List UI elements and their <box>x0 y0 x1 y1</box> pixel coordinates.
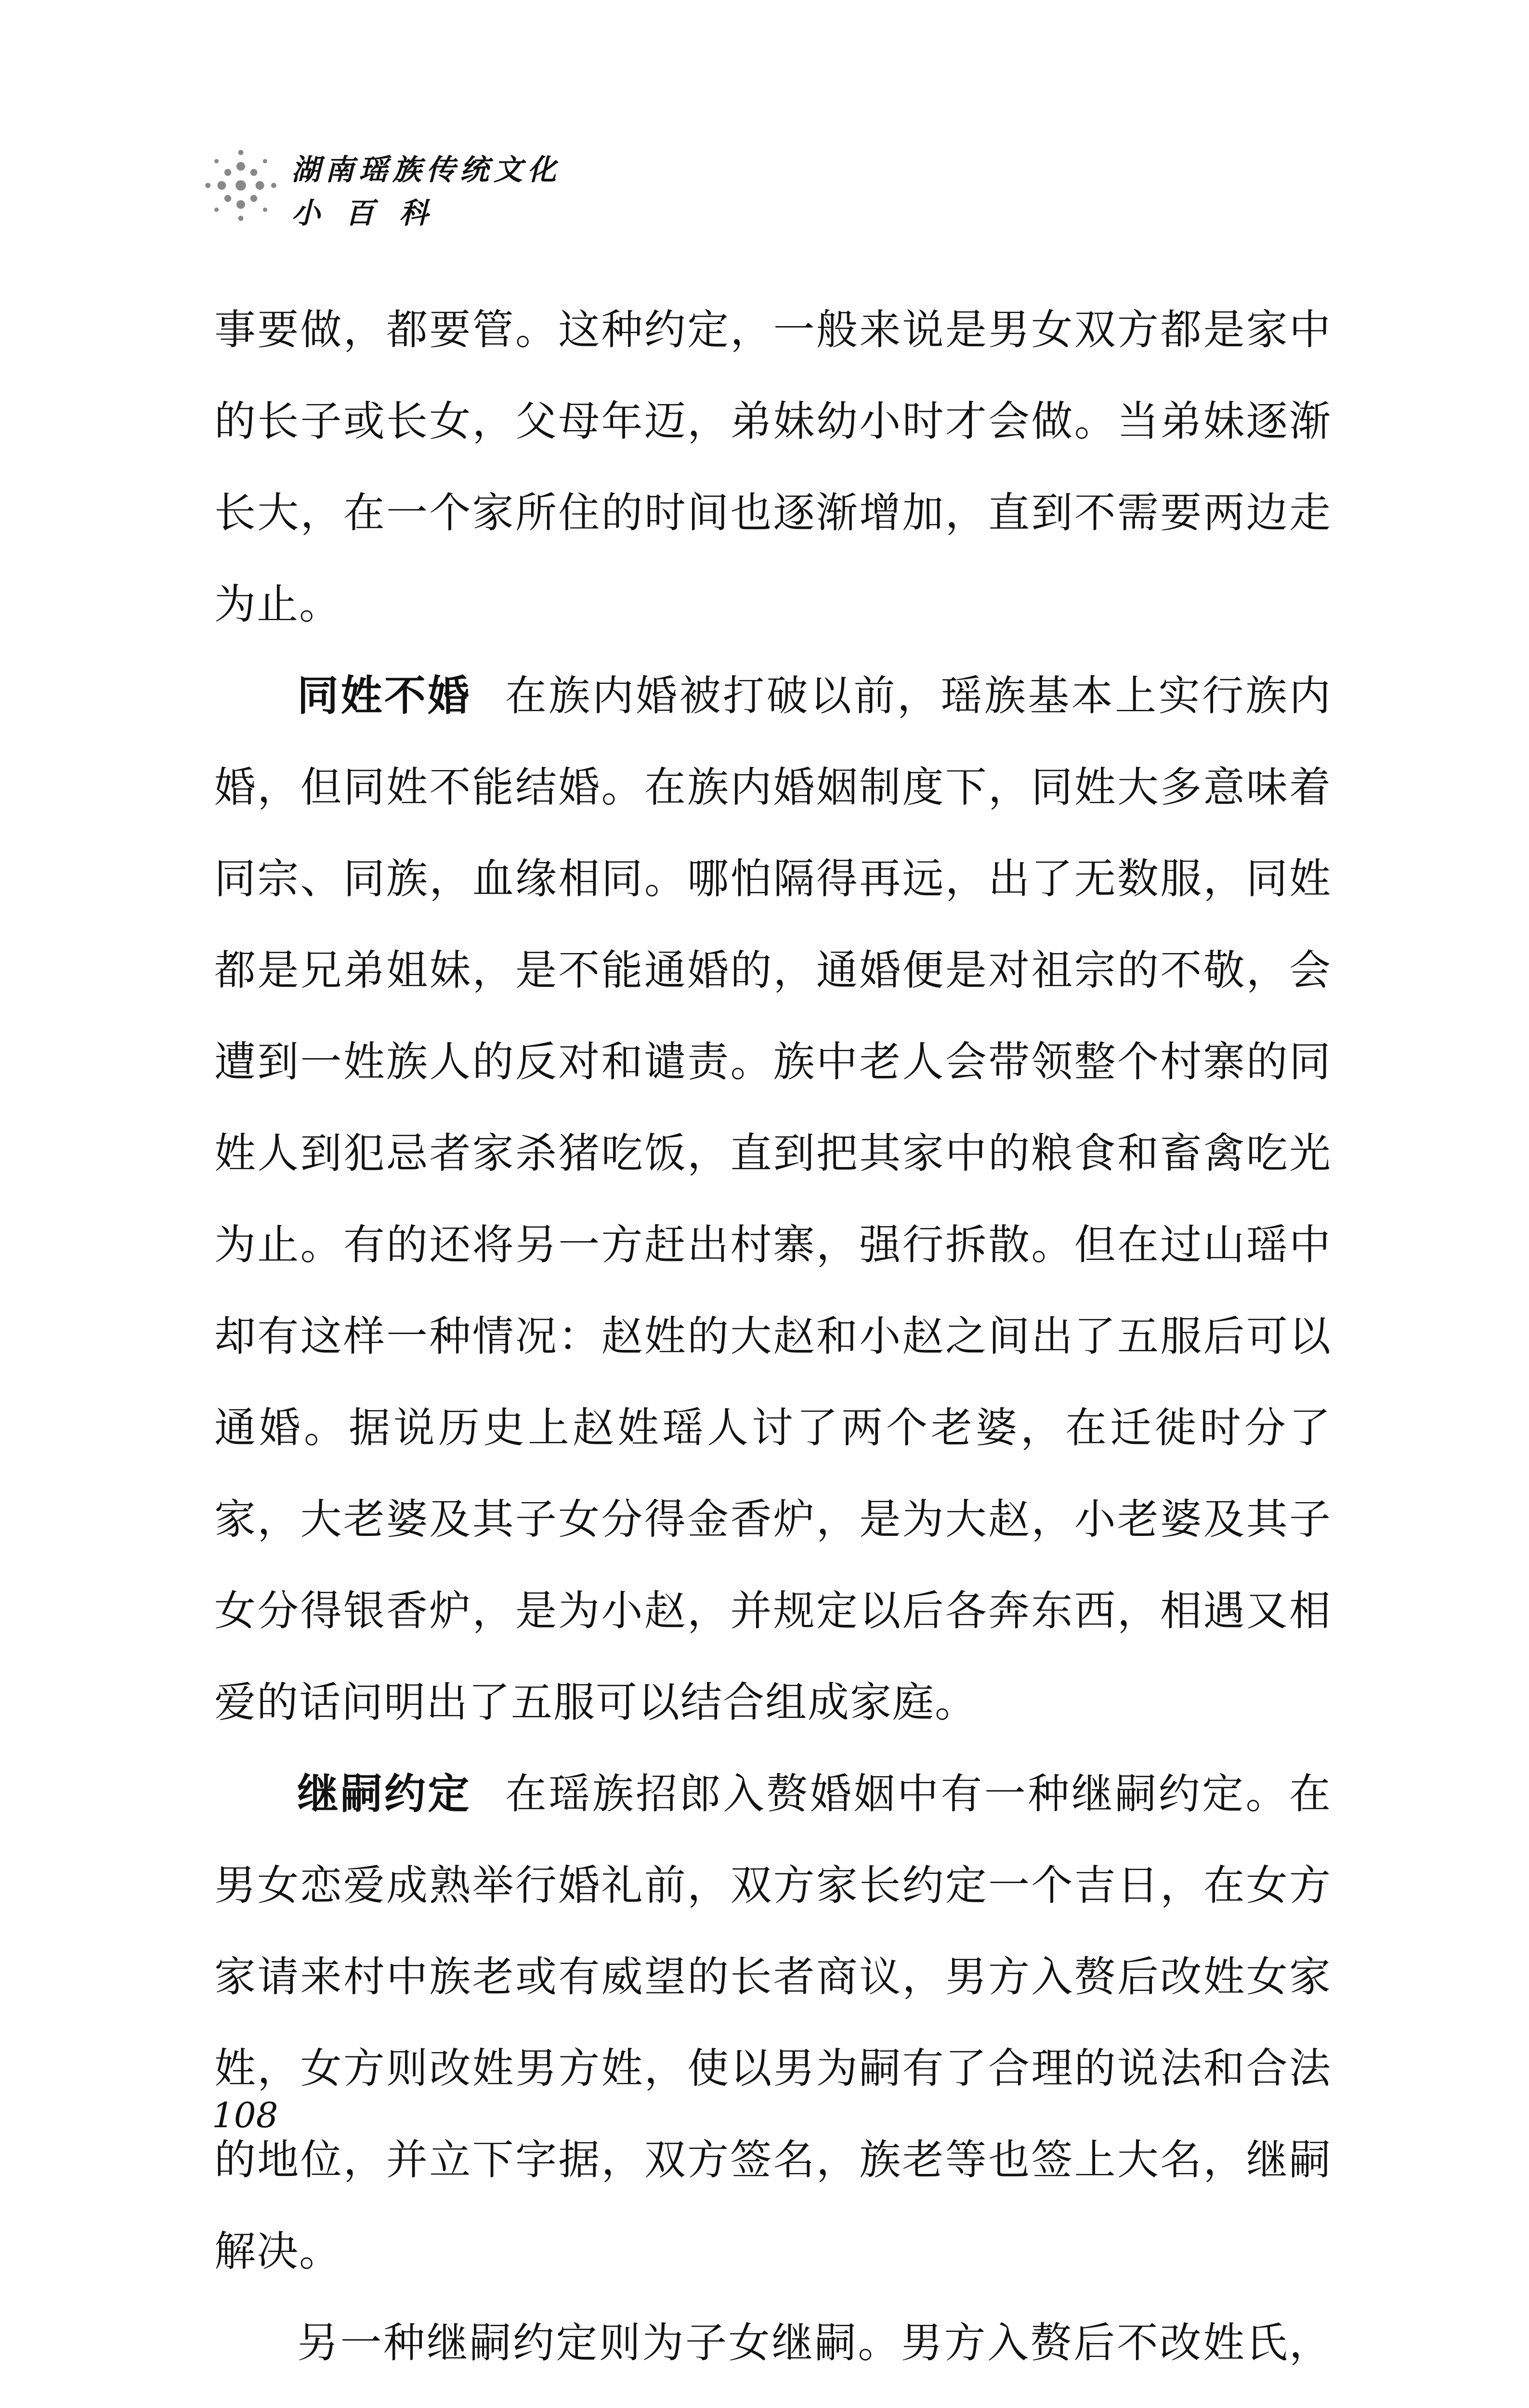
paragraph-3-text: 在瑶族招郎入赘婚姻中有一种继嗣约定。在男女恋爱成熟举行婚礼前，双方家长约定一个吉日，在女方家请来村中族老或有威望的长者商议，男方入赘后改姓女家姓，女方则改姓男方姓，使以男为嗣有了合理的说法和合法的地位，并立下字据，双方签名，族老等也签上大名，继嗣解决。 <box>214 1770 1332 2276</box>
paragraph-2-text: 在族内婚被打破以前，瑶族基本上实行族内婚，但同姓不能结婚。在族内婚姻制度下，同姓大多意味着同宗、同族，血缘相同。哪怕隔得再远，出了无数服，同姓都是兄弟姐妹，是不能通婚的，通婚便是对祖宗的不敬，会遭到一姓族人的反对和谴责。族中老人会带领整个村寨的同姓人到犯忌者家杀猪吃饭，直到把其家中的粮食和畜禽吃光为止。有的还将另一方赶出村寨，强行拆散。但在过山瑶中却有这样一种情况：赵姓的大赵和小赵之间出了五服后可以通婚。据说历史上赵姓瑶人讨了两个老婆，在迁徙时分了家，大老婆及其子女分得金香炉，是为大赵，小老婆及其子女分得银香炉，是为小赵，并规定以后各奔东西，相遇又相爱的话问明出了五服可以结合组成家庭。 <box>214 672 1332 1727</box>
paragraph-4-text: 另一种继嗣约定则为子女继嗣。男方入赘后不改姓氏， <box>297 2319 1332 2367</box>
page-number: 108 <box>212 2095 278 2135</box>
header-title: 湖南瑶族传统文化 <box>291 153 561 187</box>
term-same-surname: 同姓不婚 <box>297 672 471 720</box>
paragraph-3 <box>214 1748 1332 2297</box>
floral-ornament-icon <box>197 142 284 229</box>
running-header <box>197 128 631 243</box>
term-succession: 继嗣约定 <box>297 1770 471 1818</box>
body-text <box>214 284 1332 2408</box>
paragraph-1 <box>214 284 1332 650</box>
paragraph-4 <box>214 2297 1332 2408</box>
header-subtitle: 小百科 <box>291 196 453 230</box>
paragraph-1-text: 事要做，都要管。这种约定，一般来说是男女双方都是家中的长子或长女，父母年迈，弟妹幼小时才会做。当弟妹逐渐长大，在一个家所住的时间也逐渐增加，直到不需要两边走为止。 <box>214 306 1332 628</box>
paragraph-2 <box>214 650 1332 1748</box>
